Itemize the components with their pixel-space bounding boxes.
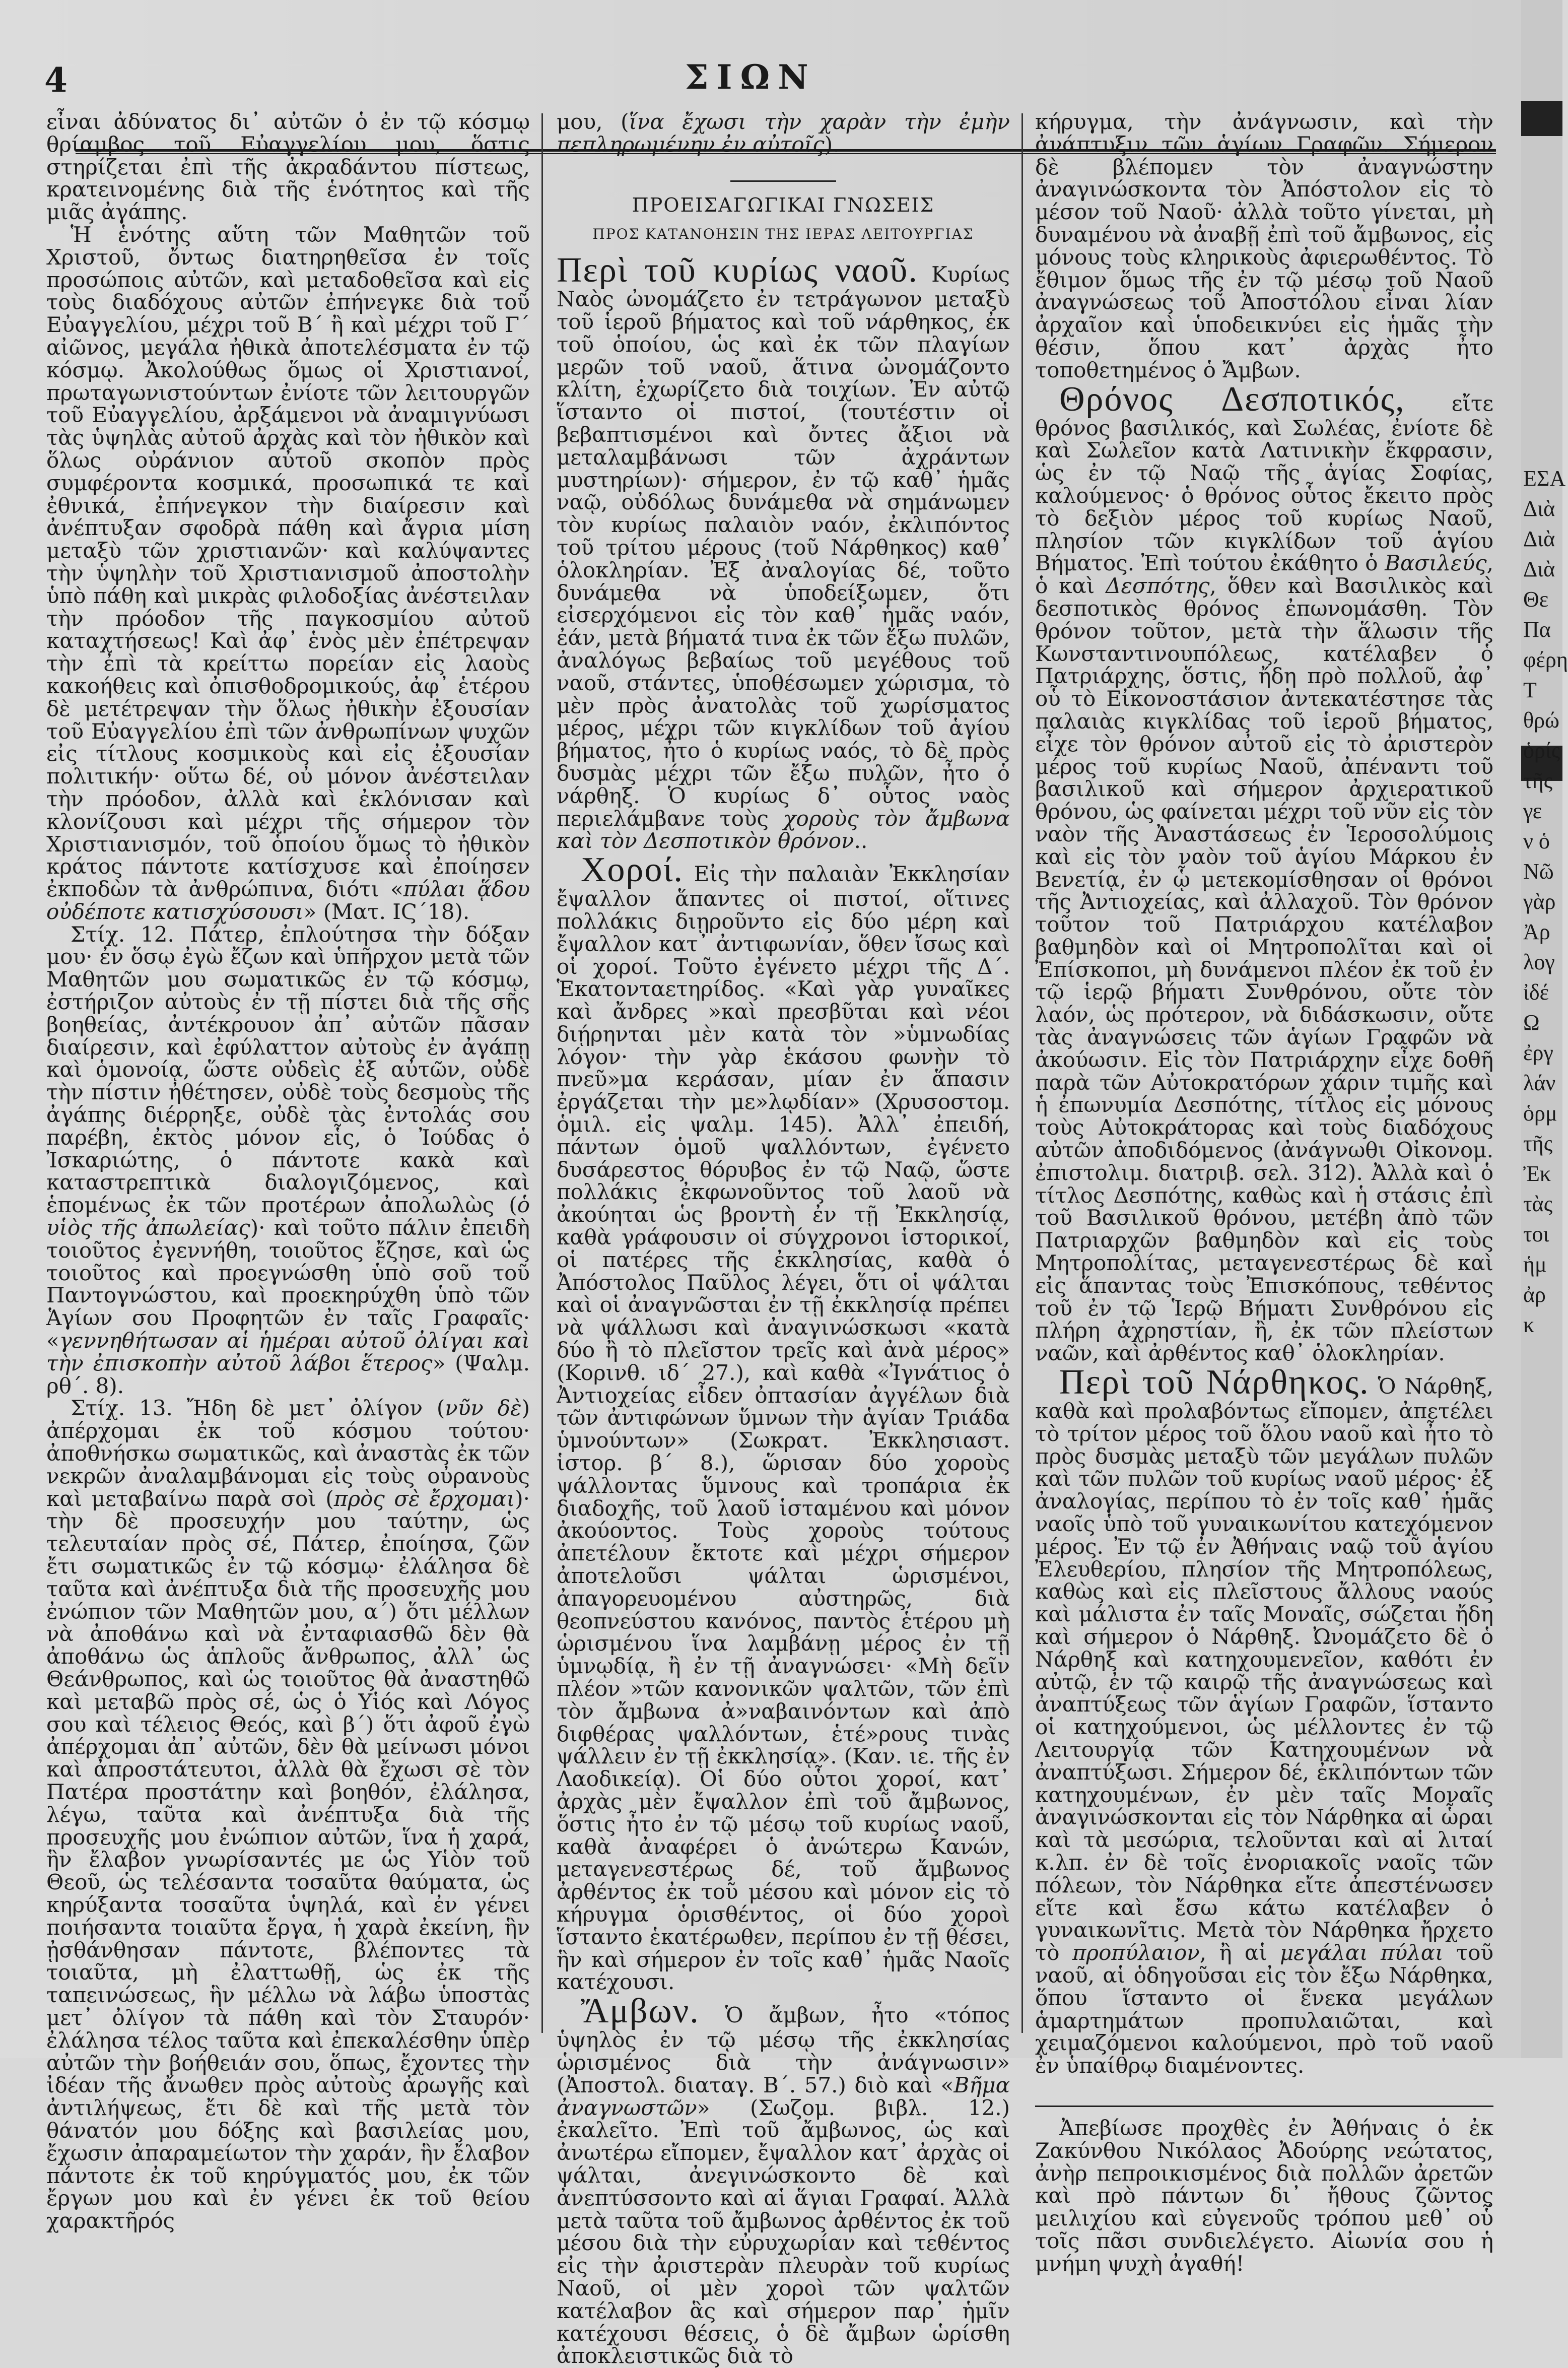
text: Ἀπεβίωσε προχθὲς ἐν Ἀθήναις ὁ ἐκ Ζακύνθου Νικόλαος Ἀδούρης νεώτατος, ἀνὴρ πεπροικισμένος διὰ πολλῶν ἀρετῶν καὶ πρὸ πάντων δι᾽ ἤθους ζῶντος μειλιχίου καὶ εὐγενοῦς τρόπου μεθ᾽ οὗ τοῖς πᾶσι συνδιελέγετο. Αἰωνία σου ἡ μνήμη ψυχὴ ἀγαθή!: [1035, 2115, 1493, 2276]
notice-rule: [1035, 2106, 1493, 2107]
paragraph: [557, 253, 1010, 852]
text: εἶναι ἀδύνατος δι᾽ αὐτῶν ὁ ἐν τῷ κόσμῳ θρίαμβος τοῦ Εὐαγγελίου μου, ὅστις στηρίζεται ἐπὶ τῆς ἀκραδάντου πίστεως, κρατεινομένης διὰ τῆς ἑνότητος καὶ τῆς μιᾶς ἀγάπης.: [46, 109, 530, 225]
italic-phrase: χοροὺς τὸν ἄμβωνα καὶ τὸν Δεσποτικὸν θρόνον: [557, 806, 1010, 853]
text: εἴτε θρόνος βασιλικός, καὶ Σωλέας, ἐνίοτε δὲ καὶ Σωλεῖον κατὰ Λατινικὴν ἔκφρασιν, ὡς ἐν τῷ Ναῷ τῆς ἁγίας Σοφίας, καλούμενος· ὁ θρόνος οὗτος ἔκειτο πρὸς τὸ δεξιὸν μέρος τοῦ κυρίως Ναοῦ, πλησίον τῶν κιγκλίδων τοῦ ἁγίου Βήματος. Ἐπὶ τούτου ἐκάθητο ὁ: [1035, 390, 1493, 576]
paragraph: [1035, 1365, 1493, 2077]
text: , ὅθεν καὶ Βασιλικὸς καὶ δεσποτικὸς θρόνος ἐπωνομάσθη. Τὸν θρόνον τοῦτον, μετὰ τὴν ἅλωσιν τῆς Κωνσταντινουπόλεως, κατέλαβεν ὁ Πατριάρχης, ὅστις, ἤδη πρὸ πολλοῦ, ἀφ᾽ οὗ τὸ Εἰκονοστάσιον ἀντεκατέστησε τὰς παλαιὰς κιγκλίδας τοῦ ἱεροῦ βήματος, εἶχε τὸν θρόνον αὐτοῦ εἰς τὸ ἀριστερὸν μέρος τοῦ κυρίως Ναοῦ, ἀπέναντι τοῦ βασιλικοῦ καὶ σήμερον ἀρχιερατικοῦ θρόνου, ὡς φαίνεται μέχρι τοῦ νῦν εἰς τὸν ναὸν τῆς Ἀναστάσεως ἐν Ἱεροσολύμοις καὶ εἰς τὸν ναὸν τοῦ ἁγίου Μάρκου ἐν Βενετίᾳ, ἐν ᾧ μετεκομίσθησαν οἱ θρόνοι τῆς Ἀντιοχείας, καὶ ἀλλαχοῦ. Τὸν θρόνον τοῦτον τοῦ Πατριάρχου κατέλαβον βαθμηδὸν καὶ οἱ Μητροπολῖται καὶ οἱ Ἐπίσκοποι, μὴ δυνάμενοι πλέον ἐκ τοῦ ἐν τῷ ἱερῷ βήματι Συνθρόνου, οὔτε τὸν λαόν, ὡς πρότερον, νὰ διδάσκωσιν, οὔτε τὰς ἀναγνώσεις τῶν ἁγίων Γραφῶν νὰ ἀκούωσιν. Εἰς τὸν Πατριάρχην εἶχε δοθῆ παρὰ τῶν Αὐτοκρατόρων χάριν τιμῆς καὶ ἡ ἐπωνυμία Δεσπότης, τίτλος εἰς μόνους τοὺς Αὐτοκράτορας καὶ τοὺς διαδόχους αὐτῶν ἀποδιδόμενος (ἀνάγνωθι Οἰκονομ. ἐπιστολιμ. διατριβ. σελ. 312). Ἀλλὰ καὶ ὁ τίτλος Δεσπότης, καθὼς καὶ ἡ στάσις ἐπὶ τοῦ Βασιλικοῦ θρόνου, μετέβη ἀπὸ τῶν Πατριαρχῶν βαθμηδὸν καὶ εἰς τοὺς Μητροπολίτας, μεταγενεστέρως δὲ καὶ εἰς ἅπαντας τοὺς Ἐπισκόπους, τεθέντος τοῦ ἐν τῷ Ἱερῷ Βήματι Συνθρόνου εἰς πλήρη ἀχρηστίαν, ἢ, ἐκ τῶν πλείστων ναῶν, καὶ ἀρθέντος καθ᾽ ὁλοκληρίαν.: [1035, 573, 1493, 1366]
text: )· τὴν δὲ προσευχήν μου ταύτην, ὡς τελευταίαν πρὸς σέ, Πάτερ, ἐποίησα, ζῶν ἔτι σωματικῶς ἐν τῷ κόσμῳ· ἐλάλησα δὲ ταῦτα καὶ ἀνέπτυξα διὰ τῆς προσευχῆς μου ἐνώπιον τῶν Μαθητῶν μου, α´) ὅτι μέλλων νὰ ἀποθάνω καὶ νὰ ἐνταφιασθῶ δὲν θὰ ἀποθάνω ὡς ἁπλοῦς ἄνθρωπος, ἀλλ᾽ ὡς Θεάνθρωπος, καὶ ὡς τοιοῦτος θὰ ἀναστηθῶ καὶ μεταβῶ πρὸς σέ, ὡς ὁ Υἱός καὶ Λόγος σου καὶ τέλειος Θεός, καὶ β´) ὅτι ἀφοῦ ἐγὼ ἀπέρχομαι ἀπ᾽ αὐτῶν, δὲν θὰ μείνωσι μόνοι καὶ ἀπροστάτευτοι, ἀλλὰ θὰ ἔχωσι σὲ τὸν Πατέρα προστάτην καὶ βοηθόν, ἐλάλησα, λέγω, ταῦτα καὶ ἀνέπτυξα διὰ τῆς προσευχῆς μου ἐνώπιον αὐτῶν, ἵνα ἡ χαρά, ἣν ἔλαβον γνωρίσαντές με ὡς Υἱὸν τοῦ Θεοῦ, ὡς τελέσαντα τοσαῦτα θαύματα, ὡς κηρύξαντα τοσαῦτα ὑψηλά, καὶ ἐν γένει ποιήσαντα τοιαῦτα ἔργα, ἡ χαρὰ ἐκείνη, ἣν ᾐσθάνθησαν πάντοτε, βλέποντες τὰ τοιαῦτα, μὴ ἐλαττωθῇ, ὡς ἐκ τῆς ταπεινώσεως, ἣν μέλλω νὰ λάβω ὑποστὰς μετ᾽ ὀλίγον τὰ πάθη καὶ τὸν Σταυρόν· ἐλάλησα τέλος ταῦτα καὶ ἐπεκαλέσθην ὑπὲρ αὐτῶν τὴν βοήθειάν σου, ὅπως, ἔχοντες τὴν ἰδέαν τῆς ἄνωθεν πρὸς αὐτοὺς ἀρωγῆς καὶ ἀντιλήψεως, ἔτι δὲ καὶ τῆς μετὰ τὸν θάνατόν μου δόξης καὶ βασιλείας μου, ἔχωσιν ἀπαραμείωτον τὴν χαράν, ἣν ἔλαβον πάντοτε ἐκ τοῦ κηρύγματός μου, ἐκ τῶν ἔργων μου καὶ ἐν γένει ἐκ τοῦ θείου χαρακτῆρός: [46, 1486, 530, 2233]
strip-fragment: Ω: [1523, 1010, 1540, 1035]
italic-phrase: προπύλαιον: [1072, 1940, 1200, 1965]
strip-fragment: τῆς: [1523, 768, 1553, 793]
scripture-quote: πύλαι ᾅδου οὐδέποτε κατισχύσουσι: [46, 877, 530, 924]
column-2: [557, 109, 1010, 2368]
citation: » (Ματ. ΙϚ´18).: [303, 899, 470, 924]
paragraph: [46, 224, 530, 924]
text: ).: [824, 131, 840, 157]
text: Ἡ ἑνότης αὕτη τῶν Μαθητῶν τοῦ Χριστοῦ, ὄντως διατηρηθεῖσα ἐν τοῖς προσώποις αὐτῶν, καὶ μεταδοθεῖσα καὶ εἰς τοὺς διαδόχους αὐτῶν ἐπήνεγκε διὰ τοῦ Εὐαγγελίου, μέχρι τοῦ Β´ ἢ καὶ μέχρι τοῦ Γ´ αἰῶνος, μεγάλα ἠθικὰ ἀποτελέσματα ἐν τῷ κόσμῳ. Ἀκολούθως ὅμως οἱ Χριστιανοί, πρωταγωνιστούντων ἐνίοτε τῶν λειτουργῶν τοῦ Εὐαγγελίου, ἀρξάμενοι νὰ ἀναμιγνύωσι τὰς ὑψηλὰς αὐτοῦ ἀρχὰς καὶ τὸν ἠθικὸν καὶ ὅλως οὐράνιον αὐτοῦ σκοπὸν πρὸς συμφέροντα κοσμικά, προσωπικά τε καὶ ἐθνικά, ἐπήνεγκον τὴν διαίρεσιν καὶ ἀνέπτυξαν σφοδρὰ πάθη καὶ ἄγρια μίση μεταξὺ τῶν χριστιανῶν· καὶ καλύψαντες τὴν ὑψηλὴν τοῦ Χριστιανισμοῦ ἀποστολὴν ὑπὸ πάθη καὶ μικρὰς φιλοδοξίας ἀνέστειλαν τὴν πρόοδον τῆς παγκοσμίου αὐτοῦ καταχτήσεως! Καὶ ἀφ᾽ ἑνὸς μὲν ἐπέτρεψαν τὴν ἐπὶ τὰ κρείττω πορείαν εἰς λαοὺς κακοήθεις καὶ ὀπισθοδρομικούς, ἀφ᾽ ἑτέρου δὲ μετέτρεψαν τὴν ὅλως ἠθικὴν ἐξουσίαν τοῦ Εὐαγγελίου ἐπὶ τῶν ἀνθρωπίνων ψυχῶν εἰς τίτλους κοσμικοὺς καὶ εἰς ἐξουσίαν πολιτικήν· οὕτω δέ, οὐ μόνον ἀνέστειλαν τὴν πρόοδον, ἀλλὰ καὶ ἐκλόνισαν καὶ κλονίζουσι καὶ μέχρι τῆς σήμερον τὸν Χριστιανισμόν, τοῦ ὁποίου ὅμως τὸ ἠθικὸν κράτος πάντοτε κατίσχυσε καὶ ἐποίησεν ἐκποδὼν τὰ ἀνθρώπινα, διότι «: [46, 222, 530, 902]
text: Εἰς τὴν παλαιὰν Ἐκκλησίαν ἔψαλλον ἅπαντες οἱ πιστοί, οἵτινες πολλάκις διῃροῦντο εἰς δύο μέρη καὶ ἔψαλλον κατ᾽ ἀντιφωνίαν, ὅθεν ἴσως καὶ οἱ χοροί. Τοῦτο ἐγένετο μέχρι τῆς Δ´. Ἑκατονταετηρίδος. «Καὶ γὰρ γυναῖκες καὶ ἄνδρες »καὶ πρεσβῦται καὶ νέοι διῄρηνται μὲν κατὰ τὸν »ὑμνωδίας λόγον· τὴν γὰρ ἑκάσου φωνὴν τὸ πνεῦ»μα κεράσαν, μίαν ἐν ἅπασιν ἐργάζεται τὴν με»λῳδίαν» (Χρυσοστομ. ὁμιλ. εἰς ψαλμ. 145). Ἀλλ᾽ ἐπειδή, πάντων ὁμοῦ ψαλλόντων, ἐγένετο δυσάρεστος θόρυβος ἐν τῷ Ναῷ, ὥστε πολλάκις ἐκφωνοῦντος τοῦ λαοῦ νὰ ἀκούηται ὡς βροντὴ ἐν τῇ Ἐκκλησίᾳ, καθὰ γράφουσιν οἱ σύγχρονοι ἱστορικοί, οἱ πατέρες τῆς ἐκκλησίας, καθὰ ὁ Ἀπόστολος Παῦλος λέγει, ὅτι οἱ ψάλται καὶ οἱ ἀναγνῶσται ἐν τῇ ἐκκλησίᾳ πρέπει νὰ ψάλλωσι καὶ ἀναγινώσκωσι «κατὰ δύο ἢ τὸ πλεῖστον τρεῖς καὶ ἀνὰ μέρος» (Κορινθ. ιδ´ 27.), καὶ καθὰ «Ἰγνάτιος ὁ Ἀντιοχείας εἶδεν ὀπτασίαν ἀγγέλων διὰ τῶν ἀντιφώνων ὕμνων τὴν ἁγίαν Τριάδα ὑμνούντων» (Σωκρατ. Ἐκκλησιαστ. ἱστορ. β´ 8.), ὥρισαν δύο χοροὺς ψάλλοντας ὕμνους καὶ τροπάρια ἐκ διαδοχῆς, τοῦ λαοῦ ἱσταμένου καὶ μόνον ἀκούοντος. Τοὺς χοροὺς τούτους ἀπετέλουν ἔκτοτε καὶ μέχρι σήμερον ἀποτελοῦσι ψάλται ὡρισμένοι, ἀπαγορευομένου αὐστηρῶς, διὰ θεοπνεύστου κανόνος, παντὸς ἑτέρου μὴ ὡρισμένου ἵνα λαμβάνῃ μέρος ἐν τῇ ὑμνῳδίᾳ, ἢ ἐν τῇ ἀναγνώσει· «Μὴ δεῖν πλέον »τῶν κανονικῶν ψαλτῶν, τῶν ἐπὶ τὸν ἄμβωνα ἀ»ναβαινόντων καὶ ἀπὸ διφθέρας ψαλλόντων, ἑτέ»ρους τινὰς ψάλλειν ἐν τῇ ἐκκλησίᾳ». (Καν. ιε. τῆς ἐν Λαοδικείᾳ). Οἱ δύο οὗτοι χοροί, κατ᾽ ἀρχὰς μὲν ἔψαλλον ἐπὶ τοῦ ἄμβωνος, ὅστις ἦτο ἐν τῷ μέσῳ τοῦ κυρίως ναοῦ, καθὰ ἀναφέρει ὁ ἀνώτερω Κανών, μεταγενεστέρως δέ, τοῦ ἄμβωνος ἀρθέντος ἐκ τοῦ μέσου καὶ μόνον εἰς τὸ κήρυγμα ὁρισθέντος, οἱ δύο χοροὶ ἵσταντο ἑκατέρωθεν, περίπου ἐν τῇ θέσει, ἣν καὶ σήμερον ἐν τοῖς καθ᾽ ἡμᾶς Ναοῖς κατέχουσι.: [557, 862, 1010, 1995]
italic-phrase: μεγάλαι πύλαι: [1280, 1940, 1444, 1965]
strip-fragment: Διὰ: [1523, 527, 1555, 551]
text: Στίχ. 12. Πάτερ, ἐπλούτησα τὴν δόξαν μου· ἐν ὅσῳ ἐγὼ ἔζων καὶ ὑπῆρχον μετὰ τῶν Μαθητῶν μου σωματικῶς ἐν τῷ κόσμῳ, ἐστήριζον αὐτοὺς ἐν τῇ πίστει διὰ τῆς σῆς βοηθείας, ἀντέκρουον ἀπ᾽ αὐτῶν πᾶσαν διαίρεσιν, καὶ ἐφύλαττον αὐτοὺς ἐν ἀγάπῃ καὶ ὁμονοίᾳ, ὥστε οὐδεὶς ἐξ αὐτῶν, οὐδὲ τὴν πίστιν ἠθέτησεν, οὐδὲ τοὺς δεσμοὺς τῆς ἀγάπης διέρρηξε, οὐδὲ τὰς ἐντολάς σου παρέβη, ἐκτὸς μόνον εἷς, ὁ Ἰούδας ὁ Ἰσκαριώτης, ὁ πάντοτε κακὰ καὶ καταστρεπτικὰ διαλογιζόμενος, καὶ ἑπομένως ἐκ τῶν προτέρων ἀπολωλὼς (: [46, 922, 530, 1218]
masthead-title: ΣΙΩΝ: [685, 57, 816, 97]
strip-fragment: τοι: [1523, 1222, 1549, 1246]
citation: » (Ψαλμ. ρθ´. 8).: [46, 1350, 530, 1398]
paragraph: [46, 924, 530, 1398]
strip-fragment: Ἐκ: [1523, 1161, 1551, 1186]
scripture-quote: γεννηθήτωσαν αἱ ἡμέραι αὐτοῦ ὀλίγαι καὶ τὴν ἐπισκοπὴν αὐτοῦ λάβοι ἕτερος: [46, 1328, 530, 1375]
subsection-heading: Περὶ τοῦ Νάρθηκος.: [1059, 1363, 1370, 1402]
adjacent-page-edge: [1521, 0, 1568, 2058]
italic-phrase: Βασιλεύς: [1385, 551, 1487, 576]
text: , ὁ καὶ: [1035, 551, 1493, 599]
strip-fragment: Τ: [1523, 678, 1537, 702]
text: Ὁ ἄμβων, ἦτο «τόπος ὑψηλὸς ἐν τῷ μέσῳ τῆς ἐκκλησίας ὡρισμένος διὰ τὴν ἀνάγνωσιν» (Ἀποστολ. διαταγ. Β´. 57.) διὸ καὶ «: [557, 2003, 1010, 2097]
strip-fragment: γὰρ: [1523, 889, 1556, 914]
strip-fragment: ὁρμ: [1523, 1101, 1557, 1126]
strip-fragment: ἰδέ: [1523, 980, 1549, 1005]
strip-fragment: Θε: [1523, 587, 1549, 612]
text: τοῦ ναοῦ, αἱ ὁδηγοῦσαι εἰς τὸν ἔξω Νάρθηκα, ὅπου ἵσταντο οἱ ἕνεκα μεγάλων ἁμαρτημάτων προπυλαιῶται, καὶ χειμαζόμενοι καλούμενοι, πρὸ τοῦ ναοῦ ἐν ὑπαίθρῳ διαμένοντες.: [1035, 1940, 1493, 2078]
text: » (Σωζομ. βιβλ. 12.) ἐκαλεῖτο. Ἐπὶ τοῦ ἄμβωνος, ὡς καὶ ἀνωτέρω εἴπομεν, ἔψαλλον κατ᾽ ἀρχὰς οἱ ψάλται, ἀνεγινώσκοντο δὲ καὶ ἀνεπτύσσοντο καὶ αἱ ἅγιαι Γραφαί. Ἀλλὰ μετὰ ταῦτα τοῦ ἄμβωνος ἀρθέντος ἐκ τοῦ μέσου διὰ τὴν εὐρυχωρίαν καὶ τεθέντος εἰς τὴν ἀριστερὰν πλευρὰν τοῦ κυρίως Ναοῦ, οἱ μὲν χοροὶ τῶν ψαλτῶν κατέλαβον ἃς καὶ σήμερον παρ᾽ ἡμῖν κατέχουσι θέσεις, ὁ δὲ ἄμβων ὡρίσθη ἀποκλειστικῶς διὰ τὸ: [557, 2095, 1010, 2368]
column-1: [46, 109, 530, 2233]
text: Κυρίως Ναὸς ὠνομάζετο ἐν τετράγωνον μεταξὺ τοῦ ἱεροῦ βήματος καὶ τοῦ νάρθηκος, ἐκ τοῦ ὁποίου, ὡς καὶ ἐκ τῶν πλαγίων μερῶν τοῦ ναοῦ, ἅτινα ὠνομάζοντο κλίτη, ἐχωρίζετο διὰ τοιχίων. Ἐν αὐτῷ ἵσταντο οἱ πιστοί, (τουτέστιν οἱ βεβαπτισμένοι καὶ ὄντες ἄξιοι νὰ μεταλαμβάνωσι τῶν ἀχράντων μυστηρίων)· σήμερον, ἐν τῷ καθ᾽ ἡμᾶς ναῷ, οὐδόλως δυνάμεθα νὰ σημάνωμεν τὸν κυρίως παλαιὸν ναόν, ἐκλιπόντος τοῦ τρίτου μέρους (τοῦ Νάρθηκος) καθ᾽ ὁλοκληρίαν. Ἐξ ἀναλογίας δέ, τοῦτο δυνάμεθα νὰ ὑποδείξωμεν, ὅτι εἰσερχόμενοι εἰς τὸν καθ᾽ ἡμᾶς ναόν, ἐάν, μετὰ βήματά τινα ἐκ τῶν ἔξω πυλῶν, ἀναλόγως βεβαίως τοῦ μεγέθους τοῦ ναοῦ, στάντες, ὑποθέσωμεν χώρισμα, τὸ μὲν πρὸς ἀνατολὰς τοῦ χωρίσματος μέρος, μέχρι τῶν κιγκλίδων τοῦ ἁγίου βήματος, ἦτο ὁ κυρίως ναός, τὸ δὲ πρὸς δυσμὰς μέχρι τῶν ἔξω πυλῶν, ἦτο ὁ νάρθηξ. Ὁ κυρίως δ᾽ οὗτος ναὸς περιελάμβανε τοὺς: [557, 262, 1010, 831]
section-rule: [730, 180, 836, 182]
strip-fragment: Πα: [1523, 617, 1551, 642]
strip-fragment: Διὰ: [1523, 557, 1555, 581]
strip-fragment: ν ὁ: [1523, 829, 1550, 853]
strip-fragment: κ: [1523, 1312, 1535, 1337]
text: )· καὶ τοῦτο πάλιν ἐπειδὴ τοιοῦτος ἐγεννήθη, τοιοῦτος ἔζησε, καὶ ὡς τοιοῦτος καὶ προεγνώσθη ὑπὸ σοῦ τοῦ Παντογνώστου, καὶ προεκηρύχθη ὑπὸ τῶν Ἁγίων σου Προφητῶν ἐν ταῖς Γραφαῖς· «: [46, 1215, 530, 1353]
strip-fragment: ἡμ: [1523, 1252, 1547, 1277]
paragraph: [46, 1397, 530, 2232]
page-number: 4: [44, 60, 67, 100]
strip-fragment: λάν: [1523, 1071, 1556, 1095]
strip-fragment: ΕΣΑ: [1523, 466, 1566, 491]
paragraph: [46, 111, 530, 224]
paragraph: [557, 1994, 1010, 2367]
scripture-quote: πρὸς σὲ ἔρχομαι: [333, 1486, 515, 1511]
page-header: [0, 50, 1501, 106]
strip-fragment: Διὰ: [1523, 496, 1555, 521]
italic-phrase: Βῆμα ἀναγνωστῶν: [557, 2072, 1010, 2120]
strip-fragment: λογ: [1523, 950, 1555, 974]
paragraph: [557, 111, 1010, 156]
italic-phrase: Δεσπότης: [1106, 573, 1210, 599]
text: , ἢ αἱ: [1199, 1940, 1280, 1965]
scripture-quote: ἵνα ἔχωσι τὴν χαρὰν τὴν ἐμὴν πεπληρωμένην ἐν αὐτοῖς: [557, 109, 1010, 157]
text: Ὁ Νάρθηξ, καθὰ καὶ προλαβόντως εἴπομεν, ἀπετέλει τὸ τρίτον μέρος τοῦ ὅλου ναοῦ καὶ ἦτο τὸ πρὸς δυσμὰς μεταξὺ τῶν μεγάλων πυλῶν καὶ τῶν πυλῶν τοῦ κυρίως ναοῦ μέρος· ἐξ ἀναλογίας, περίπου τὸ ἐν τοῖς καθ᾽ ἡμᾶς ναοῖς ὑπὸ τοῦ γυναικωνίτου κατεχόμενον μέρος. Ἐν τῷ ἐν Ἀθήναις ναῷ τοῦ ἁγίου Ἐλευθερίου, πλησίον τῆς Μητροπόλεως, καθὼς καὶ εἰς πλεῖστους ἄλλους ναούς καὶ μάλιστα ἐν ταῖς Μοναῖς, σώζεται ἤδη καὶ σήμερον ὁ Νάρθηξ. Ὠνομάζετο δὲ ὁ Νάρθηξ καὶ κατηχουμενεῖον, καθότι ἐν αὐτῷ, ἐν τῷ καιρῷ τῆς ἀναγνώσεως καὶ ἀναπτύξεως τῶν ἁγίων Γραφῶν, ἵσταντο οἱ κατηχούμενοι, ὡς μέλλοντες ἐν τῷ Λειτουργίᾳ τῶν Κατηχουμένων νὰ ἀναπτύξωσι. Σήμερον δέ, ἐκλιπόντων τῶν κατηχουμένων, ἐν μὲν ταῖς Μοναῖς ἀναγινώσκονται εἰς τὸν Νάρθηκα αἱ ὧραι καὶ τὰ μεσώρια, τελοῦνται καὶ αἱ λιταί κ.λπ. ἐν δὲ τοῖς ἐνοριακοῖς ναοῖς τῶν πόλεων, τὸν Νάρθηκα εἴτε ἀπεστένωσεν εἴτε καὶ ἔσω κάτω κατέλαβεν ὁ γυναικωνῖτις. Μετὰ τὸν Νάρθηκα ἤρχετο τὸ: [1035, 1374, 1493, 1965]
strip-fragment: τῆς: [1523, 1131, 1553, 1156]
strip-fragment: ἀρ: [1523, 1282, 1546, 1307]
strip-fragment: Ἀρ: [1523, 919, 1550, 944]
subsection-heading: Περὶ τοῦ κυρίως ναοῦ.: [557, 251, 918, 290]
obituary-notice: [1035, 2117, 1493, 2275]
text: κήρυγμα, τὴν ἀνάγνωσιν, καὶ τὴν ἀνάπτυξιν τῶν ἁγίων Γραφῶν. Σήμερον δὲ βλέπομεν τὸν ἀναγνώστην ἀναγινώσκοντα τὸν Ἀπόστολον εἰς τὸ μέσον τοῦ Ναοῦ· ἀλλὰ τοῦτο γίνεται, μὴ δυναμένου νὰ ἀναβῇ ἐπὶ τοῦ ἄμβωνος, εἰς μόνους τοὺς κληρικοὺς ἀφιερωθέντος. Τὸ ἔθιμον ὅμως τῆς ἐν τῷ μέσῳ τοῦ Ναοῦ ἀναγνώσεως τοῦ Ἀποστόλου εἶναι λίαν ἀρχαῖον καὶ ὑποδεικνύει εἰς ἡμᾶς τὴν θέσιν, ὅπου κατ᾽ ἀρχὰς ἦτο τοποθετημένος ὁ Ἄμβων.: [1035, 109, 1493, 382]
paragraph: [557, 852, 1010, 1994]
strip-fragment: Νῶ: [1523, 859, 1554, 884]
strip-text: [1523, 464, 1568, 1340]
strip-fragment: ἐργ: [1523, 1040, 1553, 1065]
strip-fragment: γε: [1523, 799, 1542, 823]
subsection-heading: Χοροί.: [581, 850, 684, 890]
scripture-quote: νῦν δὲ: [445, 1396, 522, 1421]
section-title: ΠΡΟΕΙΣΑΓΩΓΙΚΑΙ ΓΝΩΣΕΙΣ: [632, 193, 935, 216]
strip-fragment: θρώ: [1523, 708, 1559, 733]
strip-fragment: ὁρίς: [1523, 738, 1560, 763]
text: Στίχ. 13. Ἤδη δὲ μετ᾽ ὀλίγον (: [71, 1396, 445, 1421]
strip-fragment: τὰς: [1523, 1192, 1553, 1216]
strip-fragment: φέρη: [1523, 647, 1568, 672]
column-divider: [1021, 113, 1023, 2033]
text: μου, (: [557, 109, 629, 134]
text: ) ἀπέρχομαι ἐκ τοῦ κόσμου τούτου· ἀποθνήσκω σωματικῶς, καὶ ἀναστὰς ἐκ τῶν νεκρῶν ἀναλαμβάνομαι εἰς τοὺς οὐρανοὺς καὶ μεταβαίνω παρὰ σοὶ (: [46, 1396, 530, 1511]
subsection-heading: Θρόνος Δεσποτικός,: [1059, 379, 1405, 419]
text: ..: [854, 828, 868, 853]
paragraph: [1035, 379, 1493, 1366]
black-band: [1521, 101, 1562, 136]
paragraph: [1035, 111, 1493, 382]
section-subtitle: ΠΡΟΣ ΚΑΤΑΝΟΗΣΙΝ ΤΗΣ ΙΕΡΑΣ ΛΕΙΤΟΥΡΓΙΑΣ: [592, 226, 974, 243]
column-divider: [541, 113, 543, 2033]
column-3: [1035, 109, 1493, 2276]
subsection-heading: Ἄμβων.: [581, 1992, 700, 2031]
scripture-quote: ὁ υἱὸς τῆς ἀπωλείας: [46, 1193, 530, 1240]
